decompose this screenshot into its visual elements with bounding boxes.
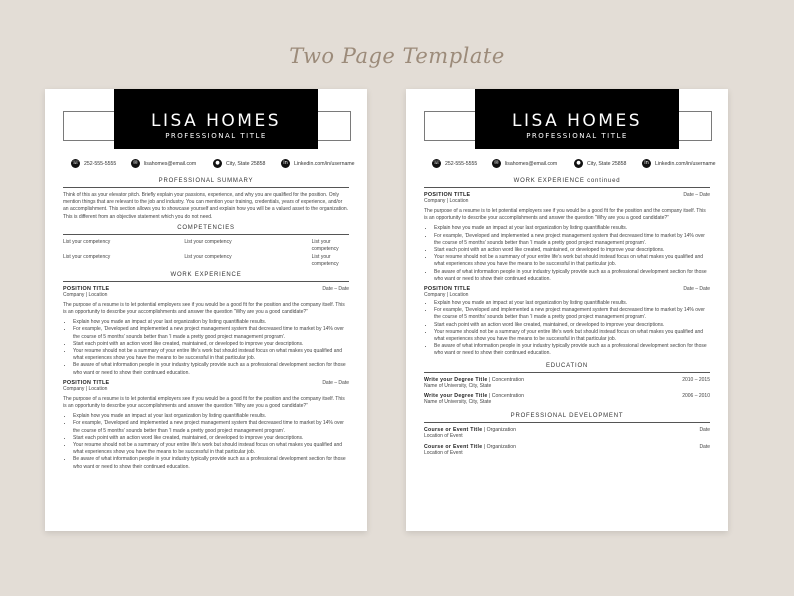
education-entry (424, 377, 710, 390)
phone-icon: ☏ (72, 160, 79, 166)
course-date: Date (699, 443, 710, 450)
professional-title: PROFESSIONAL TITLE (165, 132, 267, 140)
bullet-item: • Be aware of what information people in your industry typically provide such as a professional development section for those who want or need to show their continued education. (73, 362, 349, 376)
contact-bar (71, 159, 361, 169)
name-header-block (114, 89, 318, 149)
degree-concentration: | Concentration (488, 392, 525, 399)
course-organization: | Organization (483, 426, 517, 433)
bullet-item: • Your resume should not be a summary of your entire life’s work but should instead focus on what makes you qualified and what experiences show you have the means to be successful in that particular job. (434, 254, 710, 268)
summary-text: Think of this as your elevator pitch. Briefly explain your passions, experience, and why you are qualified for the position. Only mention things that are relevant to the job and industry. You can mention your training, credentials, years of experience, and/or an accomplishment. This section allows you to showcase yourself and explain how you will be a valued asset to the organization. This is different from an objective statement which you do not need. (63, 192, 349, 220)
bullet-item: • Start each point with an action word like created, maintained, or developed to improve your descriptions. (434, 247, 710, 254)
job-company: Company | Location (424, 198, 469, 204)
course-title: Course or Event Title (424, 443, 483, 450)
job-dates: Date – Date (683, 192, 710, 198)
contact-location (213, 159, 265, 168)
email-text: lisahomes@email.com (505, 160, 558, 167)
school-name: Name of University, City, State (424, 398, 492, 405)
job-bullets (63, 413, 349, 471)
bullet-item: • For example, ‘Developed and implemented a new project management system that decreased time to market by 14% over the course of 5 months’ sounds better than ‘I made a pretty good project management program’. (434, 233, 710, 247)
contact-location (574, 159, 626, 168)
page1-content (63, 177, 349, 474)
bullet-item: • Start each point with an action word like created, maintained, or developed to improve your descriptions. (73, 341, 349, 348)
contact-linkedin (281, 159, 355, 168)
job-bullets (424, 300, 710, 358)
section-heading-development: PROFESSIONAL DEVELOPMENT (424, 412, 710, 423)
section-heading-experience: WORK EXPERIENCE (63, 271, 349, 282)
section-heading-summary: PROFESSIONAL SUMMARY (63, 177, 349, 188)
section-heading-education: EDUCATION (424, 362, 710, 373)
job-entry (424, 192, 710, 283)
candidate-name: LISA HOMES (512, 111, 642, 131)
competency-item: List your competency (63, 253, 111, 260)
bullet-item: • Be aware of what information people in your industry typically provide such as a professional development section for those who want or need to show their continued education. (73, 456, 349, 470)
contact-email (492, 159, 557, 168)
page2-content (424, 177, 710, 457)
template-banner: Two Page Template (289, 44, 505, 68)
job-company: Company | Location (63, 385, 108, 392)
job-intro: The purpose of a resume is to let potential employers see if you would be a good fit for the position and the company itself. This is an opportunity to describe your accomplishments and answer the question “Why are you a good candidate?” (63, 301, 345, 316)
bullet-item: • Be aware of what information people in your industry typically provide such as a professional development section for those who want or need to show their continued education. (434, 269, 710, 283)
education-years: 2006 – 2010 (682, 392, 710, 399)
job-dates: Date – Date (322, 379, 349, 386)
competency-item: List your competency (311, 253, 339, 267)
job-entry (424, 286, 710, 358)
job-title: POSITION TITLE (63, 379, 110, 386)
email-icon: ✉ (492, 159, 501, 168)
resume-page-1 (45, 89, 367, 531)
course-title: Course or Event Title (424, 426, 483, 433)
professional-title: PROFESSIONAL TITLE (526, 132, 628, 140)
course-date: Date (699, 426, 710, 433)
email-text: lisahomes@email.com (144, 160, 197, 167)
job-bullets (63, 319, 349, 377)
bullet-item: • For example, ‘Developed and implemented a new project management system that decreased time to market by 14% over the course of 5 months’ sounds better than ‘I made a pretty good project management program’. (73, 420, 349, 434)
section-heading-competencies: COMPETENCIES (63, 224, 349, 235)
phone-text: 252-555-5555 (445, 160, 478, 167)
job-entry (63, 380, 349, 471)
degree-title: Write your Degree Title (424, 376, 488, 383)
job-company: Company | Location (63, 291, 108, 298)
linkedin-text: Linkedin.com/in/username (655, 160, 716, 167)
education-years: 2010 – 2015 (682, 376, 710, 383)
development-entry (424, 444, 710, 457)
bullet-item: • Be aware of what information people in your industry typically provide such as a professional development section for those who want or need to show their continued education. (434, 343, 710, 357)
bullet-item: • Your resume should not be a summary of your entire life’s work but should instead focus on what makes you qualified and what experiences show you have the means to be successful in that particular job. (73, 348, 349, 362)
resume-page-2 (406, 89, 728, 531)
job-title: POSITION TITLE (424, 286, 471, 293)
email-icon: ✉ (131, 159, 140, 168)
bullet-item: • Your resume should not be a summary of your entire life’s work but should instead focus on what makes you qualified and what experiences show you have the means to be successful in that particular job. (434, 329, 710, 343)
contact-bar (432, 159, 722, 169)
competency-item: List your competency (184, 253, 232, 260)
competency-item: List your competency (311, 238, 339, 252)
degree-title: Write your Degree Title (424, 392, 488, 399)
name-header-block (475, 89, 679, 149)
job-entry (63, 286, 349, 377)
school-name: Name of University, City, State (424, 382, 492, 389)
bullet-item: • Explain how you made an impact at your last organization by listing quantifiable results. (73, 413, 349, 420)
competency-item: List your competency (63, 238, 111, 245)
bullet-item: • Explain how you made an impact at your last organization by listing quantifiable results. (434, 300, 710, 307)
event-location: Location of Event (424, 449, 463, 456)
development-entry (424, 427, 710, 440)
bullet-item: • Your resume should not be a summary of your entire life’s work but should instead focus on what makes you qualified and what experiences show you have the means to be successful in that particular job. (73, 442, 349, 456)
competencies-grid (63, 239, 349, 268)
degree-concentration: | Concentration (488, 376, 525, 383)
bullet-item: • Start each point with an action word like created, maintained, or developed to improve your descriptions. (73, 435, 349, 442)
degree-line (424, 393, 524, 399)
job-dates: Date – Date (683, 286, 710, 293)
contact-linkedin (642, 159, 716, 168)
candidate-name: LISA HOMES (151, 111, 281, 131)
event-location: Location of Event (424, 432, 463, 439)
job-dates: Date – Date (322, 285, 349, 292)
job-intro: The purpose of a resume is to let potential employers see if you would be a good fit for the position and the company itself. This is an opportunity to describe your accomplishments and answer the question “Why are you a good candidate?” (63, 395, 345, 410)
contact-phone (71, 159, 116, 168)
location-text: City, State 25858 (226, 160, 266, 167)
degree-line (424, 377, 524, 383)
linkedin-icon: in (281, 159, 290, 168)
job-intro: The purpose of a resume is to let potential employers see if you would be a good fit for the position and the company itself. This is an opportunity to describe your accomplishments and answer the question “Why are you a good candidate?” (424, 208, 706, 222)
job-bullets (424, 225, 710, 283)
phone-icon: ☏ (433, 160, 440, 166)
job-company: Company | Location (424, 292, 469, 299)
section-heading-experience-continued: WORK EXPERIENCE continued (424, 177, 710, 188)
location-text: City, State 25858 (587, 160, 627, 167)
bullet-item: • Explain how you made an impact at your last organization by listing quantifiable results. (73, 319, 349, 326)
bullet-item: • Explain how you made an impact at your last organization by listing quantifiable results. (434, 225, 710, 232)
job-title: POSITION TITLE (63, 285, 110, 292)
linkedin-text: Linkedin.com/in/username (294, 160, 355, 167)
bullet-item: • For example, ‘Developed and implemented a new project management system that decreased time to market by 14% over the course of 5 months’ sounds better than ‘I made a pretty good project management program’. (73, 326, 349, 340)
location-pin-icon: ● (574, 159, 583, 168)
contact-email (131, 159, 196, 168)
contact-phone (432, 159, 477, 168)
course-line (424, 427, 516, 433)
course-organization: | Organization (483, 443, 517, 450)
job-title: POSITION TITLE (424, 192, 471, 198)
course-line (424, 444, 516, 450)
linkedin-icon: in (642, 159, 651, 168)
bullet-item: • For example, ‘Developed and implemented a new project management system that decreased time to market by 14% over the course of 5 months’ sounds better than ‘I made a pretty good project management program’. (434, 307, 710, 321)
competency-item: List your competency (184, 238, 232, 245)
education-entry (424, 393, 710, 406)
phone-text: 252-555-5555 (84, 160, 117, 167)
bullet-item: • Start each point with an action word like created, maintained, or developed to improve your descriptions. (434, 322, 710, 329)
location-pin-icon: ● (213, 159, 222, 168)
